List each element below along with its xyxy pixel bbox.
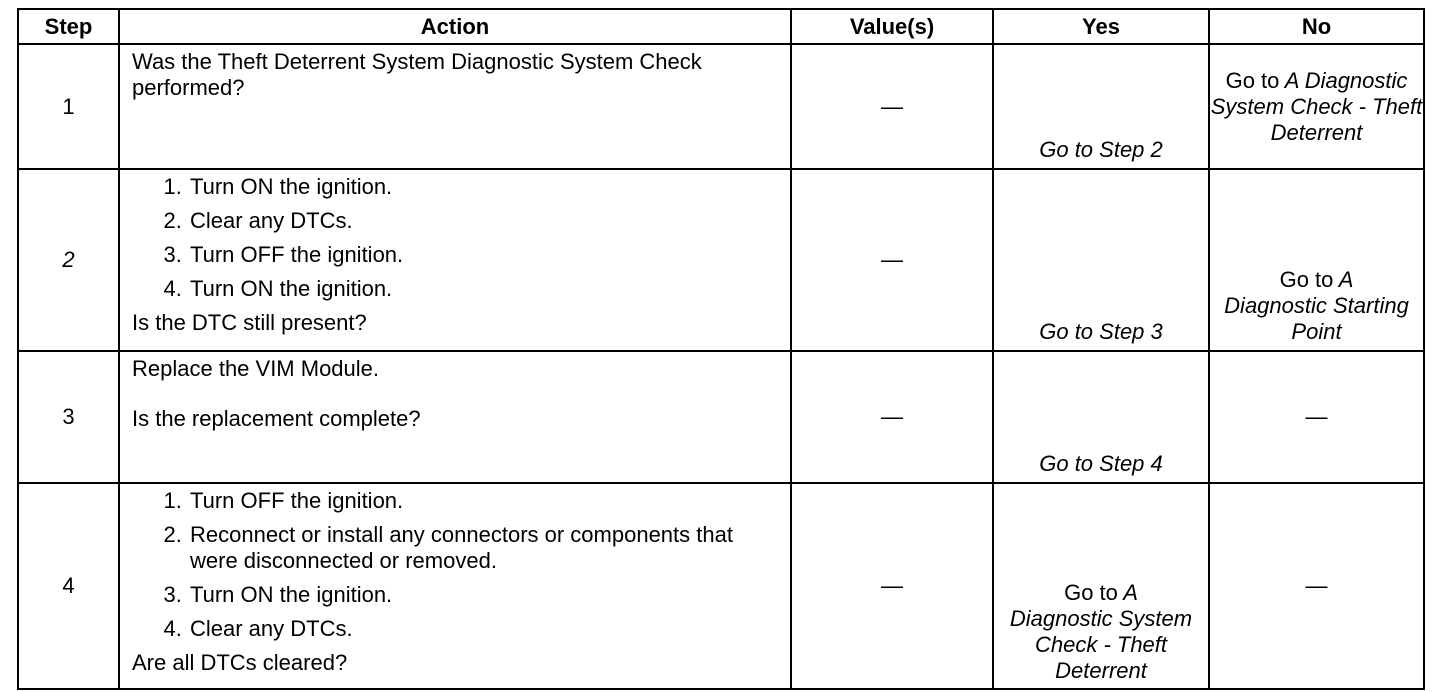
no-cell: [1209, 483, 1424, 689]
list-item: 4. Turn ON the ignition.: [188, 276, 780, 302]
list-item: 1. Turn ON the ignition.: [188, 174, 780, 200]
header-row: [18, 9, 1424, 44]
no-goto-target: Diagnostic Starting Point: [1224, 293, 1409, 344]
diagnostic-table: [17, 8, 1425, 690]
no-goto-text: Go to: [1225, 67, 1280, 93]
yes-goto-text: Go to: [1064, 580, 1118, 605]
list-item: 4. Clear any DTCs.: [188, 616, 780, 642]
table-row: [18, 483, 1424, 689]
action-cell: [119, 351, 791, 483]
step-number: 4: [18, 483, 119, 689]
action-question: Are all DTCs cleared?: [132, 650, 348, 675]
no-dash: —: [1305, 573, 1328, 598]
yes-cell: Go to Step 2: [993, 44, 1209, 169]
action-text: Replace the VIM Module.: [132, 356, 380, 381]
action-steps-list: [132, 174, 780, 302]
no-goto-target: Diagnostic System Check - Theft Deterrent: [1210, 67, 1423, 145]
value-cell: —: [791, 169, 993, 351]
table-row: [18, 44, 1424, 169]
header-yes: Yes: [993, 9, 1209, 44]
action-text: Was the Theft Deterrent System Diagnostic System Check performed?: [132, 49, 702, 100]
header-no: No: [1209, 9, 1424, 44]
header-values: Value(s): [791, 9, 993, 44]
no-goto-a: A: [1338, 267, 1354, 292]
no-goto-text: Go to: [1279, 267, 1334, 292]
yes-cell: Go to Step 3: [993, 169, 1209, 351]
action-question: Is the DTC still present?: [132, 310, 367, 335]
value-cell: —: [791, 44, 993, 169]
action-steps-list: [132, 488, 780, 642]
table-row: [18, 169, 1424, 351]
yes-cell: Go to Step 4: [993, 351, 1209, 483]
no-cell: [1209, 169, 1424, 351]
list-item: 1. Turn OFF the ignition.: [188, 488, 780, 514]
yes-goto-a: A: [1123, 580, 1138, 605]
yes-goto-target: Diagnostic System Check - Theft Deterrent: [1009, 606, 1193, 683]
action-cell: [119, 483, 791, 689]
step-number: 3: [18, 351, 119, 483]
action-question: Is the replacement complete?: [132, 406, 421, 431]
list-item: 3. Turn OFF the ignition.: [188, 242, 780, 268]
no-goto-a: A: [1284, 67, 1299, 93]
step-number: 2: [18, 169, 119, 351]
no-cell: [1209, 351, 1424, 483]
step-number: 1: [18, 44, 119, 169]
value-cell: —: [791, 351, 993, 483]
list-item: 2. Clear any DTCs.: [188, 208, 780, 234]
list-item: 3. Turn ON the ignition.: [188, 582, 780, 608]
list-item: 2. Reconnect or install any connectors or components that were disconnected or removed.: [188, 522, 780, 574]
action-cell: [119, 169, 791, 351]
no-dash: —: [1305, 404, 1328, 429]
header-action: Action: [119, 9, 791, 44]
no-cell: [1209, 44, 1424, 169]
value-cell: —: [791, 483, 993, 689]
action-cell: [119, 44, 791, 169]
yes-cell: [993, 483, 1209, 689]
table-row: [18, 351, 1424, 483]
header-step: Step: [18, 9, 119, 44]
